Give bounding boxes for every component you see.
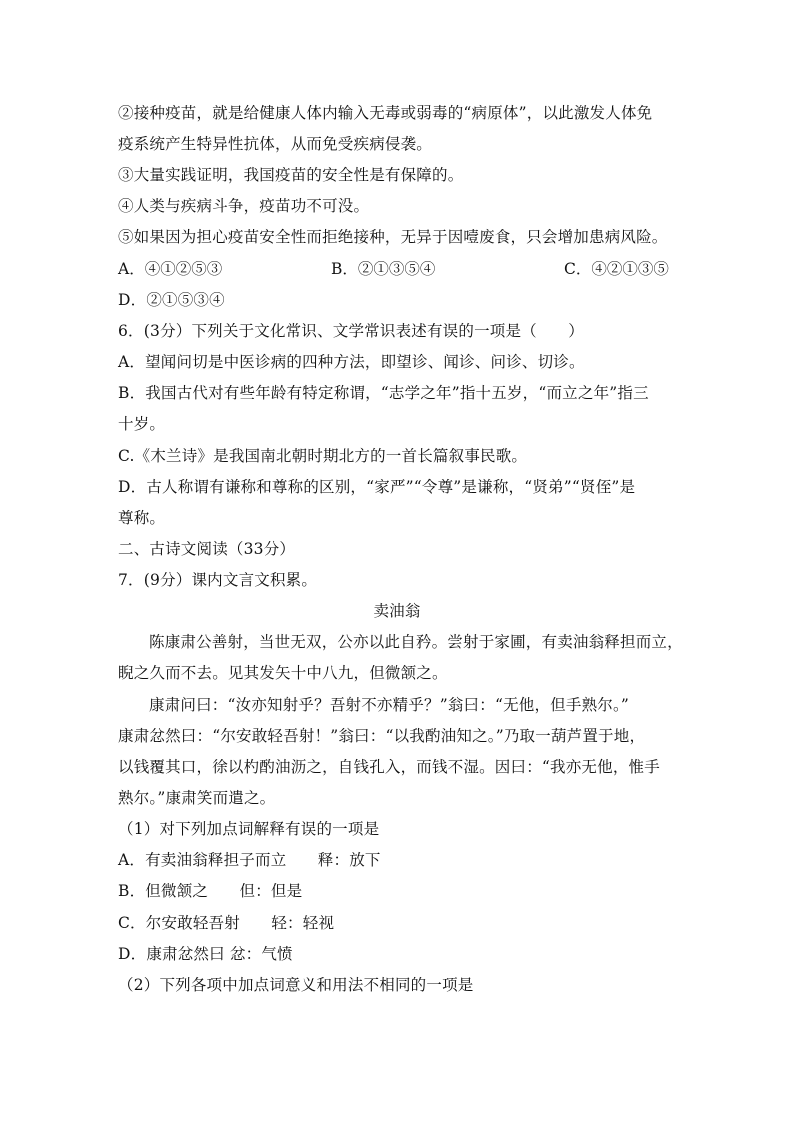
passage-title: 卖油翁: [373, 602, 421, 620]
passage-p2-line-4: 熟尔。”康肃笑而遣之。: [118, 789, 276, 807]
q6-option-b-line-1: B．我国古代对有些年龄有特定称谓，“志学之年”指十五岁，“而立之年”指三: [118, 384, 649, 402]
q6-option-a: A．望闻问切是中医诊病的四种方法，即望诊、闻诊、问诊、切诊。: [118, 353, 585, 371]
q7-sub1-stem: （1）对下列加点词解释有误的一项是: [118, 820, 380, 838]
q5-item-2-line-1: ②接种疫苗，就是给健康人体内输入无毒或弱毒的“病原体”，以此激发人体免: [118, 104, 653, 122]
q6-option-c: C.《木兰诗》是我国南北朝时期北方的一首长篇叙事民歌。: [118, 447, 528, 465]
passage-p1-line-1: 陈康肃公善射，当世无双，公亦以此自矜。尝射于家圃，有卖油翁释担而立，: [149, 633, 683, 651]
q6-option-d-line-1: D．古人称谓有谦称和尊称的区别，“家严”“令尊”是谦称，“贤弟”“贤侄”是: [118, 478, 636, 496]
passage-p2-line-1: 康肃问曰：“汝亦知射乎？吾射不亦精乎？”翁曰：“无他，但手熟尔。”: [149, 696, 630, 714]
q5-item-5: ⑤如果因为担心疫苗安全性而拒绝接种，无异于因噎废食，只会增加患病风险。: [118, 228, 668, 246]
q5-option-a: A．④①②⑤③: [118, 260, 223, 278]
q7-sub1-option-a: A．有卖油翁释担子而立 释：放下: [118, 851, 381, 869]
q7-sub1-option-c: C．尔安敢轻吾射 轻：轻视: [118, 914, 335, 932]
q7-sub2-stem: （2）下列各项中加点词意义和用法不相同的一项是: [118, 976, 474, 994]
q5-option-d: D．②①⑤③④: [118, 291, 225, 309]
q7-stem: 7．(9分）课内文言文积累。: [118, 571, 318, 589]
passage-p1-line-2: 睨之久而不去。见其发矢十中八九，但微颔之。: [118, 664, 448, 682]
q5-item-3: ③大量实践证明，我国疫苗的安全性是有保障的。: [118, 166, 464, 184]
q6-option-b-line-2: 十岁。: [118, 415, 166, 433]
q5-option-b: B．②①③⑤④: [331, 260, 436, 278]
q7-sub1-option-d: D．康肃忿然曰 忿：气愤: [118, 945, 293, 963]
q6-stem: 6．(3分）下列关于文化常识、文学常识表述有误的一项是（ ）: [118, 322, 584, 340]
passage-p2-line-3: 以钱覆其口，徐以杓酌油沥之，自钱孔入，而钱不湿。因曰：“我亦无他，惟手: [118, 758, 660, 776]
section-heading: 二、古诗文阅读（33分）: [118, 540, 296, 558]
q5-item-4: ④人类与疾病斗争，疫苗功不可没。: [118, 197, 370, 215]
q5-option-c: C．④②①③⑤: [564, 260, 669, 278]
q7-sub1-option-b: B．但微颔之 但：但是: [118, 882, 303, 900]
passage-p2-line-2: 康肃忿然曰：“尔安敢轻吾射！”翁曰：“以我酌油知之。”乃取一葫芦置于地，: [118, 727, 646, 745]
q6-option-d-line-2: 尊称。: [118, 509, 166, 527]
q5-item-2-line-2: 疫系统产生特异性抗体，从而免受疾病侵袭。: [118, 135, 433, 153]
